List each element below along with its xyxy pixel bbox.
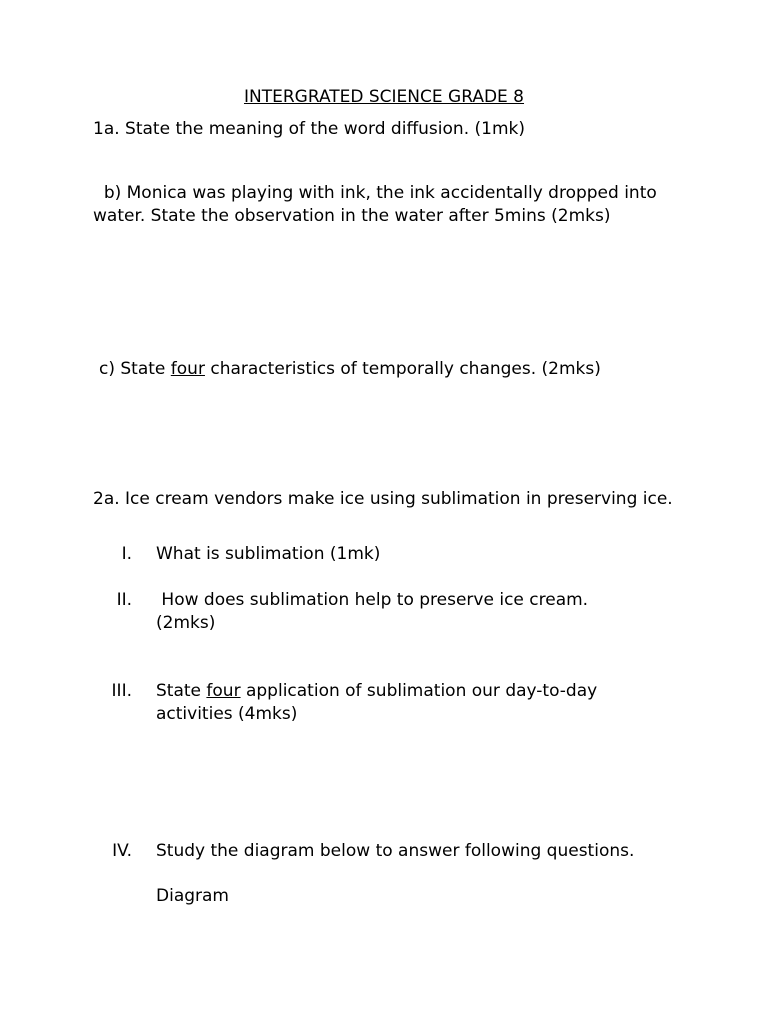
question-1b: b) Monica was playing with ink, the ink accidentally dropped into water. State the observation in the water after 5mins (2mks): [93, 183, 663, 226]
question-2a: 2a. Ice cream vendors make ice using sublimation in preserving ice.: [93, 489, 673, 509]
item-text-ii: How does sublimation help to preserve ice cream. (2mks): [156, 590, 594, 633]
item-number-i: I.: [121, 544, 132, 564]
item-iii-emphasis: four: [206, 681, 241, 701]
question-1c-emphasis: four: [170, 359, 205, 379]
item-number-ii: II.: [116, 590, 132, 610]
diagram-label: Diagram: [156, 886, 229, 906]
question-1c-pre: c) State: [99, 359, 171, 379]
page-title: [0, 86, 768, 109]
question-1c-post: characteristics of temporally changes. (2mks): [204, 359, 601, 379]
item-text-iii: [156, 680, 636, 726]
question-1a: 1a. State the meaning of the word diffusion. (1mk): [93, 119, 525, 139]
item-number-iv: IV.: [112, 841, 132, 861]
item-text-i: What is sublimation (1mk): [156, 544, 381, 564]
item-number-iii: III.: [111, 681, 132, 701]
item-iii-post: application of sublimation our day-to-day activities (4mks): [156, 681, 598, 724]
question-1c: [99, 358, 601, 381]
item-iii-pre: State: [156, 681, 207, 701]
title-text: INTERGRATED SCIENCE GRADE 8: [243, 87, 525, 107]
item-text-iv: Study the diagram below to answer following questions.: [156, 841, 635, 861]
